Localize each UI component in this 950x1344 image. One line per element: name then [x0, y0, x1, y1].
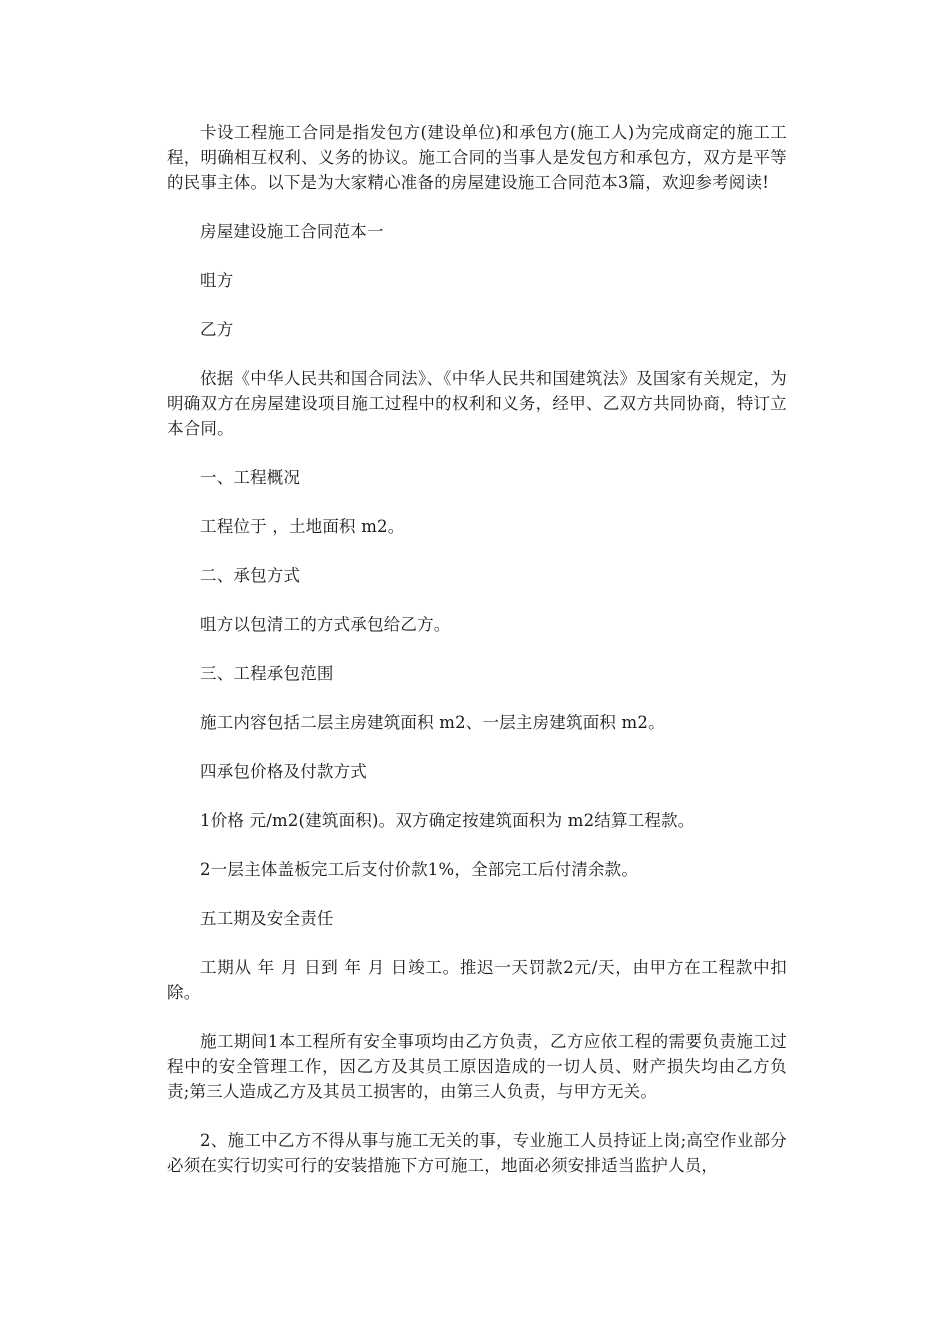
document-body [167, 120, 787, 1202]
safety-paragraph-1: 施工期间1本工程所有安全事项均由乙方负责，乙方应依工程的需要负责施工过程中的安全管理工作，因乙方及其员工原因造成的一切人员、财产损失均由乙方负责;第三人造成乙方及其员工损害的，由第三人负责，与甲方无关。 [167, 1032, 787, 1101]
schedule-paragraph: 工期从 年 月 日到 年 月 日竣工。推迟一天罚款2元/天，由甲方在工程款中扣除。 [167, 958, 787, 1002]
heading-contract-method: 二、承包方式 [200, 566, 301, 585]
legal-basis-paragraph: 依据《中华人民共和国合同法》、《中华人民共和国建筑法》及国家有关规定，为明确双方在房屋建设项目施工过程中的权利和义务，经甲、乙双方共同协商，特订立本合同。 [167, 369, 787, 438]
safety-paragraph-2: 2、施工中乙方不得从事与施工无关的事，专业施工人员持证上岗;高空作业部分必须在实行切实可行的安装措施下方可施工，地面必须安排适当监护人员， [167, 1131, 787, 1175]
section-title-sample-one: 房屋建设施工合同范本一 [200, 222, 384, 241]
party-b-label: 乙方 [200, 320, 234, 339]
heading-project-overview: 一、工程概况 [200, 468, 301, 487]
party-a-label: 咀方 [200, 271, 234, 290]
contract-scope-paragraph: 施工内容包括二层主房建筑面积 m2、一层主房建筑面积 m2。 [200, 713, 665, 732]
heading-contract-scope: 三、工程承包范围 [200, 664, 334, 683]
price-paragraph: 1价格 元/m2(建筑面积)。双方确定按建筑面积为 m2结算工程款。 [200, 811, 695, 830]
payment-paragraph: 2一层主体盖板完工后支付价款1%，全部完工后付清余款。 [200, 860, 639, 879]
heading-schedule-safety: 五工期及安全责任 [200, 909, 334, 928]
heading-price-payment: 四承包价格及付款方式 [200, 762, 367, 781]
project-location-paragraph: 工程位于 ，土地面积 m2。 [200, 517, 405, 536]
contract-method-paragraph: 咀方以包清工的方式承包给乙方。 [200, 615, 451, 634]
intro-paragraph: 卡设工程施工合同是指发包方(建设单位)和承包方(施工人)为完成商定的施工工程，明确相互权利、义务的协议。施工合同的当事人是发包方和承包方，双方是平等的民事主体。以下是为大家精心准备的房屋建设施工合同范本3篇，欢迎参考阅读! [167, 123, 787, 192]
